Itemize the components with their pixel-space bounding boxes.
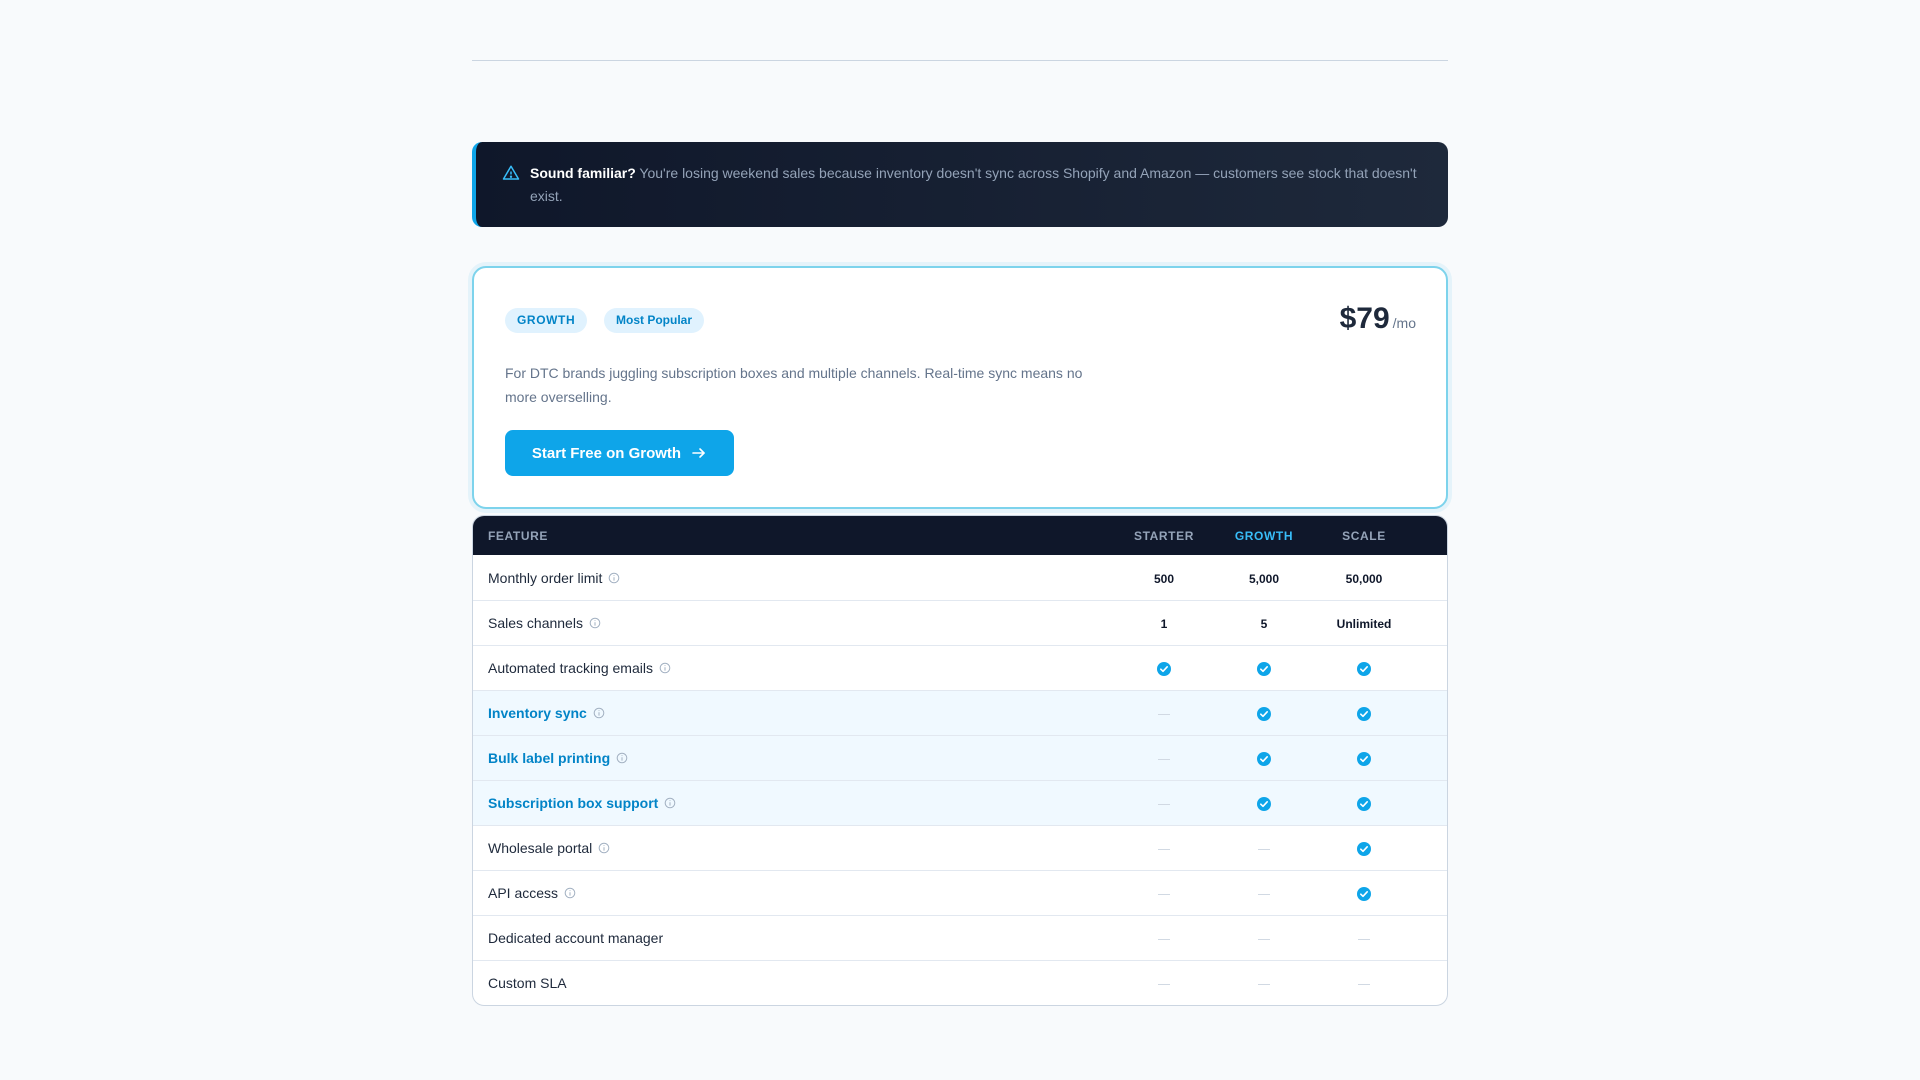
info-icon[interactable] bbox=[608, 572, 620, 584]
feature-cell bbox=[473, 795, 1114, 811]
feature-cell bbox=[473, 570, 1114, 586]
starter-cell bbox=[1114, 615, 1214, 631]
table-row bbox=[473, 690, 1447, 735]
feature-value: 5 bbox=[1260, 617, 1268, 631]
price-amount: $79 bbox=[1339, 302, 1390, 335]
not-included-dash bbox=[1158, 894, 1170, 895]
feature-cell bbox=[473, 885, 1114, 901]
growth-cell bbox=[1214, 615, 1314, 631]
starter-cell bbox=[1114, 840, 1214, 856]
not-included-dash bbox=[1158, 714, 1170, 715]
starter-cell bbox=[1114, 930, 1214, 946]
price-period: /mo bbox=[1392, 315, 1416, 331]
starter-cell bbox=[1114, 705, 1214, 721]
feature-value: 5,000 bbox=[1248, 571, 1280, 586]
scale-cell bbox=[1314, 884, 1414, 901]
plan-tier-badge: GROWTH bbox=[505, 308, 587, 333]
check-circle-icon bbox=[1356, 841, 1372, 857]
check-circle-icon bbox=[1356, 706, 1372, 722]
plan-description: For DTC brands juggling subscription boxes and multiple channels. Real-time sync means no more overselling. bbox=[505, 365, 1083, 405]
feature-cell bbox=[473, 750, 1114, 766]
growth-cell bbox=[1214, 659, 1314, 676]
growth-cell bbox=[1214, 749, 1314, 766]
growth-plan-card bbox=[472, 266, 1448, 509]
not-included-dash bbox=[1258, 939, 1270, 940]
feature-cell bbox=[473, 660, 1114, 676]
growth-cell bbox=[1214, 885, 1314, 901]
feature-name: Dedicated account manager bbox=[488, 930, 664, 946]
starter-cell bbox=[1114, 659, 1214, 676]
feature-name: API access bbox=[488, 885, 559, 901]
starter-cell bbox=[1114, 885, 1214, 901]
not-included-dash bbox=[1158, 984, 1170, 985]
feature-name: Subscription box support bbox=[488, 795, 659, 811]
scale-cell bbox=[1314, 749, 1414, 766]
scale-cell bbox=[1314, 570, 1414, 586]
feature-value: 500 bbox=[1153, 571, 1175, 586]
table-row bbox=[473, 825, 1447, 870]
table-row bbox=[473, 645, 1447, 690]
info-icon[interactable] bbox=[598, 842, 610, 854]
feature-name: Inventory sync bbox=[488, 705, 587, 721]
info-icon[interactable] bbox=[616, 752, 628, 764]
not-included-dash bbox=[1358, 939, 1370, 940]
feature-cell bbox=[473, 705, 1114, 721]
alert-title: Sound familiar? bbox=[530, 165, 636, 181]
not-included-dash bbox=[1158, 759, 1170, 760]
starter-cell bbox=[1114, 795, 1214, 811]
starter-cell bbox=[1114, 750, 1214, 766]
scale-cell bbox=[1314, 704, 1414, 721]
feature-name: Custom SLA bbox=[488, 975, 567, 991]
feature-name: Automated tracking emails bbox=[488, 660, 653, 676]
growth-cell bbox=[1214, 930, 1314, 946]
info-icon[interactable] bbox=[664, 797, 676, 809]
not-included-dash bbox=[1258, 984, 1270, 985]
header-scale: SCALE bbox=[1342, 528, 1386, 543]
growth-cell bbox=[1214, 794, 1314, 811]
feature-cell bbox=[473, 615, 1114, 631]
scale-cell bbox=[1314, 615, 1414, 631]
not-included-dash bbox=[1258, 894, 1270, 895]
table-header bbox=[473, 516, 1447, 555]
check-circle-icon bbox=[1256, 751, 1272, 767]
feature-value: Unlimited bbox=[1336, 617, 1392, 631]
table-row bbox=[473, 960, 1447, 1005]
not-included-dash bbox=[1158, 939, 1170, 940]
starter-cell bbox=[1114, 975, 1214, 991]
table-row bbox=[473, 735, 1447, 780]
feature-cell bbox=[473, 975, 1114, 991]
feature-cell bbox=[473, 840, 1114, 856]
table-row bbox=[473, 915, 1447, 960]
check-circle-icon bbox=[1256, 706, 1272, 722]
info-icon[interactable] bbox=[659, 662, 671, 674]
check-circle-icon bbox=[1356, 796, 1372, 812]
feature-name: Wholesale portal bbox=[488, 840, 593, 856]
table-body bbox=[473, 555, 1447, 1005]
feature-comparison-table bbox=[472, 515, 1448, 1006]
growth-cell bbox=[1214, 570, 1314, 586]
cta-label: Start Free on Growth bbox=[531, 444, 682, 462]
starter-cell bbox=[1114, 570, 1214, 586]
not-included-dash bbox=[1358, 984, 1370, 985]
check-circle-icon bbox=[1356, 751, 1372, 767]
check-circle-icon bbox=[1256, 796, 1272, 812]
growth-cell bbox=[1214, 975, 1314, 991]
table-row bbox=[473, 780, 1447, 825]
header-feature: FEATURE bbox=[488, 528, 548, 543]
check-circle-icon bbox=[1356, 886, 1372, 902]
warning-triangle-icon bbox=[502, 164, 520, 182]
info-icon[interactable] bbox=[564, 887, 576, 899]
info-icon[interactable] bbox=[589, 617, 601, 629]
check-circle-icon bbox=[1356, 661, 1372, 677]
not-included-dash bbox=[1258, 849, 1270, 850]
feature-cell bbox=[473, 930, 1114, 946]
feature-name: Sales channels bbox=[488, 615, 583, 631]
arrow-right-icon bbox=[691, 445, 707, 461]
check-circle-icon bbox=[1256, 661, 1272, 677]
not-included-dash bbox=[1158, 804, 1170, 805]
plan-price bbox=[1340, 302, 1416, 336]
alert-message: You're losing weekend sales because inventory doesn't sync across Shopify and Amazon — customers see stock that doesn't exist. bbox=[530, 165, 1417, 204]
growth-cell bbox=[1214, 840, 1314, 856]
feature-name: Monthly order limit bbox=[488, 569, 603, 586]
scale-cell bbox=[1314, 975, 1414, 991]
table-row bbox=[473, 600, 1447, 645]
scale-cell bbox=[1314, 659, 1414, 676]
most-popular-badge: Most Popular bbox=[604, 308, 704, 333]
feature-value: 1 bbox=[1160, 617, 1168, 631]
pain-point-alert bbox=[472, 142, 1448, 227]
table-row bbox=[473, 555, 1447, 600]
header-growth: GROWTH bbox=[1234, 528, 1294, 543]
check-circle-icon bbox=[1156, 661, 1172, 677]
header-starter: STARTER bbox=[1134, 528, 1194, 543]
info-icon[interactable] bbox=[593, 707, 605, 719]
not-included-dash bbox=[1158, 849, 1170, 850]
scale-cell bbox=[1314, 794, 1414, 811]
top-divider bbox=[472, 60, 1448, 61]
table-row bbox=[473, 870, 1447, 915]
feature-name: Bulk label printing bbox=[488, 750, 611, 766]
scale-cell bbox=[1314, 930, 1414, 946]
start-free-growth-button[interactable] bbox=[505, 430, 734, 476]
feature-value: 50,000 bbox=[1345, 571, 1383, 586]
scale-cell bbox=[1314, 839, 1414, 856]
growth-cell bbox=[1214, 704, 1314, 721]
